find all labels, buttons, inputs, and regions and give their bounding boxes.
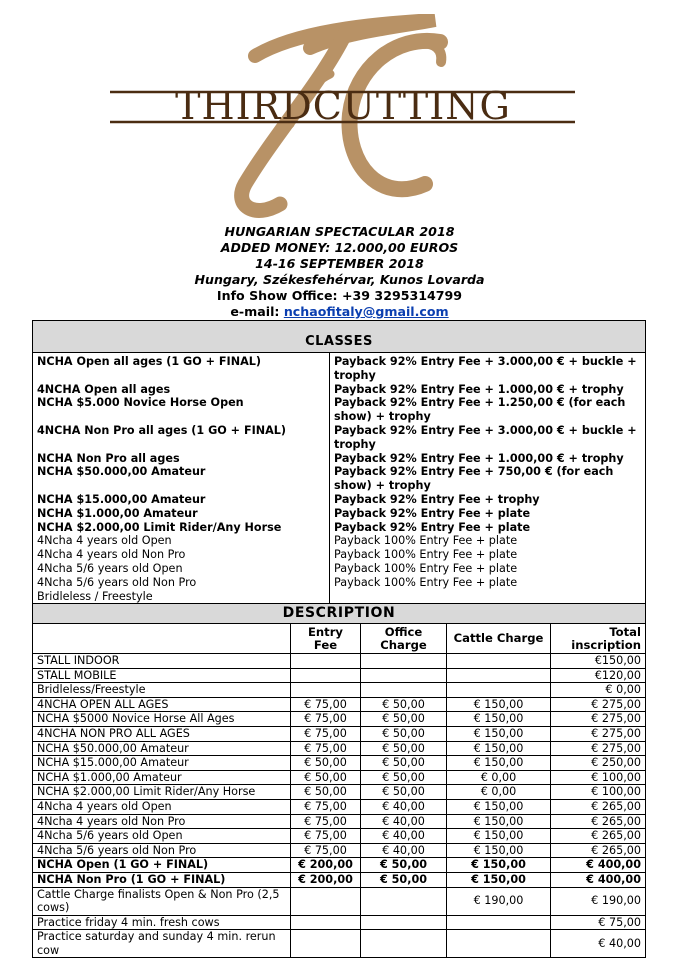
class-row: [33, 353, 646, 383]
description-row: [33, 843, 646, 858]
class-name: NCHA $50.000,00 Amateur: [33, 465, 330, 493]
desc-entry-fee: [291, 668, 361, 683]
class-name: 4Ncha 4 years old Open: [33, 534, 330, 548]
class-row: [33, 465, 646, 493]
col-header-total: Total inscription: [551, 624, 646, 654]
added-money: ADDED MONEY: 12.000,00 EUROS: [220, 240, 459, 255]
desc-cattle-charge: [447, 683, 551, 698]
desc-cattle-charge: € 150,00: [447, 872, 551, 887]
class-payback: Payback 92% Entry Fee + 1.250,00 € (for each show) + trophy: [330, 396, 646, 424]
desc-entry-fee: € 75,00: [291, 712, 361, 727]
col-header-entry-fee: Entry Fee: [291, 624, 361, 654]
description-row: [33, 683, 646, 698]
desc-total: € 275,00: [551, 726, 646, 741]
desc-class-name: NCHA $2.000,00 Limit Rider/Any Horse: [33, 785, 291, 800]
description-header-row: [33, 624, 646, 654]
col-header-class: [33, 624, 291, 654]
desc-cattle-charge: € 150,00: [447, 858, 551, 873]
desc-total: € 275,00: [551, 712, 646, 727]
desc-office-charge: [361, 887, 447, 915]
desc-class-name: NCHA $15.000,00 Amateur: [33, 756, 291, 771]
desc-office-charge: € 50,00: [361, 785, 447, 800]
description-row: [33, 756, 646, 771]
desc-class-name: NCHA $50.000,00 Amateur: [33, 741, 291, 756]
description-row: [33, 712, 646, 727]
class-row: [33, 562, 646, 576]
class-name: 4NCHA Non Pro all ages (1 GO + FINAL): [33, 424, 330, 452]
desc-office-charge: € 50,00: [361, 770, 447, 785]
desc-total: € 400,00: [551, 858, 646, 873]
desc-cattle-charge: € 150,00: [447, 697, 551, 712]
description-row: [33, 770, 646, 785]
class-payback: Payback 92% Entry Fee + trophy: [330, 493, 646, 507]
class-name: NCHA $15.000,00 Amateur: [33, 493, 330, 507]
third-cutting-logo: [105, 14, 580, 224]
desc-cattle-charge: € 150,00: [447, 726, 551, 741]
desc-class-name: Bridleless/Freestyle: [33, 683, 291, 698]
desc-total: € 275,00: [551, 697, 646, 712]
description-row: [33, 726, 646, 741]
desc-office-charge: € 50,00: [361, 726, 447, 741]
description-row: [33, 741, 646, 756]
desc-cattle-charge: € 150,00: [447, 814, 551, 829]
desc-entry-fee: € 75,00: [291, 814, 361, 829]
email-link[interactable]: nchaofitaly@gmail.com: [283, 304, 449, 319]
desc-entry-fee: € 75,00: [291, 829, 361, 844]
desc-class-name: NCHA Open (1 GO + FINAL): [33, 858, 291, 873]
desc-total: € 250,00: [551, 756, 646, 771]
desc-total: € 100,00: [551, 785, 646, 800]
description-row: [33, 829, 646, 844]
description-row: [33, 930, 646, 958]
desc-class-name: 4Ncha 5/6 years old Non Pro: [33, 843, 291, 858]
email-line: [0, 304, 679, 320]
desc-entry-fee: € 50,00: [291, 785, 361, 800]
desc-cattle-charge: € 150,00: [447, 843, 551, 858]
class-row: [33, 396, 646, 424]
desc-entry-fee: € 75,00: [291, 741, 361, 756]
description-row: [33, 887, 646, 915]
event-dates: 14-16 SEPTEMBER 2018: [255, 256, 424, 271]
desc-cattle-charge: € 150,00: [447, 829, 551, 844]
class-payback: Payback 92% Entry Fee + 3.000,00 € + buckle + trophy: [330, 353, 646, 383]
class-name: NCHA Non Pro all ages: [33, 452, 330, 466]
desc-total: € 75,00: [551, 915, 646, 930]
class-name: NCHA $1.000,00 Amateur: [33, 507, 330, 521]
class-row: [33, 576, 646, 590]
desc-class-name: NCHA $5000 Novice Horse All Ages: [33, 712, 291, 727]
class-payback: Payback 100% Entry Fee + plate: [330, 562, 646, 576]
desc-entry-fee: [291, 654, 361, 669]
desc-total: € 275,00: [551, 741, 646, 756]
class-name: 4NCHA Open all ages: [33, 383, 330, 397]
desc-cattle-charge: € 150,00: [447, 799, 551, 814]
desc-total: € 190,00: [551, 887, 646, 915]
desc-class-name: NCHA Non Pro (1 GO + FINAL): [33, 872, 291, 887]
desc-cattle-charge: € 150,00: [447, 756, 551, 771]
desc-entry-fee: [291, 887, 361, 915]
event-title: HUNGARIAN SPECTACULAR 2018: [224, 224, 455, 239]
desc-class-name: STALL MOBILE: [33, 668, 291, 683]
desc-office-charge: € 40,00: [361, 814, 447, 829]
desc-cattle-charge: € 150,00: [447, 741, 551, 756]
class-row: [33, 383, 646, 397]
desc-office-charge: € 40,00: [361, 829, 447, 844]
desc-office-charge: € 50,00: [361, 697, 447, 712]
desc-entry-fee: € 200,00: [291, 872, 361, 887]
desc-class-name: 4Ncha 4 years old Non Pro: [33, 814, 291, 829]
desc-office-charge: [361, 930, 447, 958]
class-payback: Payback 92% Entry Fee + plate: [330, 521, 646, 535]
class-name: 4Ncha 4 years old Non Pro: [33, 548, 330, 562]
desc-total: € 265,00: [551, 843, 646, 858]
desc-cattle-charge: [447, 930, 551, 958]
description-section: [32, 603, 646, 958]
desc-total: € 265,00: [551, 829, 646, 844]
classes-table: [32, 320, 646, 604]
classes-section: [32, 320, 646, 604]
class-payback: Payback 100% Entry Fee + plate: [330, 576, 646, 590]
desc-total: € 265,00: [551, 799, 646, 814]
desc-office-charge: € 50,00: [361, 756, 447, 771]
desc-entry-fee: € 75,00: [291, 799, 361, 814]
class-payback: [330, 590, 646, 604]
desc-class-name: STALL INDOOR: [33, 654, 291, 669]
desc-office-charge: € 50,00: [361, 872, 447, 887]
class-row: [33, 424, 646, 452]
class-name: 4Ncha 5/6 years old Non Pro: [33, 576, 330, 590]
desc-office-charge: € 50,00: [361, 858, 447, 873]
desc-office-charge: [361, 654, 447, 669]
desc-office-charge: € 50,00: [361, 741, 447, 756]
logo-wordmark: THIRDCUTTING: [175, 84, 511, 128]
class-row: [33, 493, 646, 507]
desc-class-name: NCHA $1.000,00 Amateur: [33, 770, 291, 785]
desc-class-name: 4Ncha 5/6 years old Open: [33, 829, 291, 844]
desc-cattle-charge: € 0,00: [447, 770, 551, 785]
class-row: [33, 548, 646, 562]
desc-office-charge: [361, 683, 447, 698]
desc-cattle-charge: € 150,00: [447, 712, 551, 727]
email-label: e-mail:: [230, 304, 280, 319]
desc-total: €120,00: [551, 668, 646, 683]
description-row: [33, 668, 646, 683]
desc-class-name: Cattle Charge finalists Open & Non Pro (2,5 cows): [33, 887, 291, 915]
description-row: [33, 872, 646, 887]
desc-entry-fee: € 75,00: [291, 726, 361, 741]
class-payback: Payback 92% Entry Fee + 1.000,00 € + trophy: [330, 383, 646, 397]
description-row: [33, 654, 646, 669]
desc-total: € 400,00: [551, 872, 646, 887]
desc-office-charge: € 40,00: [361, 799, 447, 814]
desc-entry-fee: € 200,00: [291, 858, 361, 873]
desc-entry-fee: € 50,00: [291, 756, 361, 771]
class-name: NCHA $5.000 Novice Horse Open: [33, 396, 330, 424]
class-name: 4Ncha 5/6 years old Open: [33, 562, 330, 576]
class-row: [33, 534, 646, 548]
desc-cattle-charge: € 190,00: [447, 887, 551, 915]
class-payback: Payback 92% Entry Fee + plate: [330, 507, 646, 521]
class-payback: Payback 92% Entry Fee + 750,00 € (for each show) + trophy: [330, 465, 646, 493]
desc-class-name: 4NCHA NON PRO ALL AGES: [33, 726, 291, 741]
desc-entry-fee: [291, 683, 361, 698]
description-row: [33, 858, 646, 873]
desc-cattle-charge: [447, 915, 551, 930]
class-name: NCHA Open all ages (1 GO + FINAL): [33, 353, 330, 383]
col-header-office-charge: Office Charge: [361, 624, 447, 654]
desc-class-name: Practice friday 4 min. fresh cows: [33, 915, 291, 930]
description-row: [33, 697, 646, 712]
class-name: NCHA $2.000,00 Limit Rider/Any Horse: [33, 521, 330, 535]
desc-cattle-charge: € 0,00: [447, 785, 551, 800]
class-payback: Payback 92% Entry Fee + 1.000,00 € + trophy: [330, 452, 646, 466]
class-row: [33, 452, 646, 466]
event-location: Hungary, Székesfehérvar, Kunos Lovarda: [194, 272, 485, 287]
desc-entry-fee: € 50,00: [291, 770, 361, 785]
classes-heading: CLASSES: [33, 321, 646, 353]
description-row: [33, 915, 646, 930]
desc-office-charge: € 40,00: [361, 843, 447, 858]
class-row: [33, 507, 646, 521]
event-header: [0, 224, 679, 320]
desc-total: € 40,00: [551, 930, 646, 958]
desc-total: € 100,00: [551, 770, 646, 785]
desc-total: € 265,00: [551, 814, 646, 829]
class-row: [33, 590, 646, 604]
class-payback: Payback 100% Entry Fee + plate: [330, 534, 646, 548]
desc-office-charge: [361, 668, 447, 683]
description-row: [33, 785, 646, 800]
description-row: [33, 799, 646, 814]
desc-entry-fee: € 75,00: [291, 697, 361, 712]
description-heading: DESCRIPTION: [33, 604, 646, 624]
desc-class-name: Practice saturday and sunday 4 min. rerun cow: [33, 930, 291, 958]
col-header-cattle-charge: Cattle Charge: [447, 624, 551, 654]
description-row: [33, 814, 646, 829]
desc-entry-fee: € 75,00: [291, 843, 361, 858]
desc-class-name: 4Ncha 4 years old Open: [33, 799, 291, 814]
desc-cattle-charge: [447, 654, 551, 669]
logo-graphic: [105, 14, 580, 224]
description-table: [32, 603, 646, 958]
desc-office-charge: € 50,00: [361, 712, 447, 727]
class-payback: Payback 100% Entry Fee + plate: [330, 548, 646, 562]
desc-total: € 0,00: [551, 683, 646, 698]
desc-entry-fee: [291, 915, 361, 930]
info-office: Info Show Office: +39 3295314799: [216, 288, 463, 303]
desc-total: €150,00: [551, 654, 646, 669]
class-payback: Payback 92% Entry Fee + 3.000,00 € + buckle + trophy: [330, 424, 646, 452]
desc-entry-fee: [291, 930, 361, 958]
desc-class-name: 4NCHA OPEN ALL AGES: [33, 697, 291, 712]
desc-cattle-charge: [447, 668, 551, 683]
class-name: Bridleless / Freestyle: [33, 590, 330, 604]
desc-office-charge: [361, 915, 447, 930]
class-row: [33, 521, 646, 535]
